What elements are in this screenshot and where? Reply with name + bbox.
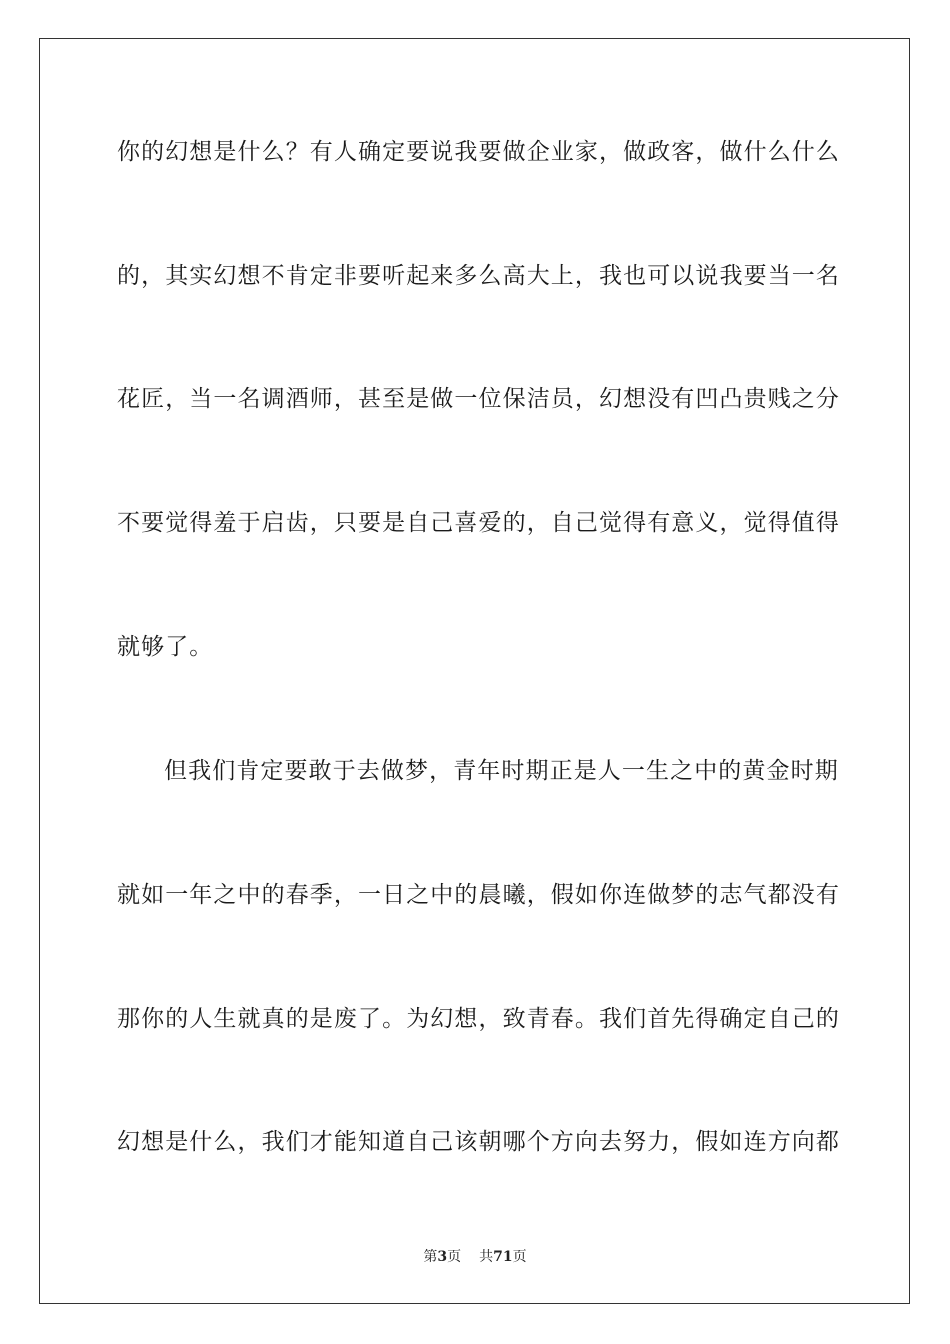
body-text-line-6: 但我们肯定要敢于去做梦，青年时期正是人一生之中的黄金时期 <box>164 758 839 784</box>
body-text-line-7: 就如一年之中的春季，一日之中的晨曦，假如你连做梦的志气都没有 <box>117 882 840 908</box>
page-suffix: 页 <box>447 1249 462 1265</box>
body-text-line-8: 那你的人生就真的是废了。为幻想，致青春。我们首先得确定自己的 <box>117 1006 840 1032</box>
page-prefix: 第 <box>423 1249 438 1265</box>
body-text-line-1: 你的幻想是什么？有人确定要说我要做企业家，做政客，做什么什么 <box>117 139 840 165</box>
body-text-line-2: 的，其实幻想不肯定非要听起来多么高大上，我也可以说我要当一名 <box>117 263 840 289</box>
page-footer <box>0 1248 950 1266</box>
page-border <box>39 38 910 1304</box>
body-text-line-4: 不要觉得羞于启齿，只要是自己喜爱的，自己觉得有意义，觉得值得 <box>117 510 840 536</box>
page-number: 3 <box>437 1249 448 1265</box>
total-suffix: 页 <box>512 1249 527 1265</box>
body-text-line-9: 幻想是什么，我们才能知道自己该朝哪个方向去努力，假如连方向都 <box>117 1129 840 1155</box>
total-pages: 71 <box>493 1249 513 1265</box>
total-prefix: 共 <box>479 1249 494 1265</box>
body-text-line-5: 就够了。 <box>117 634 214 660</box>
body-text-line-3: 花匠，当一名调酒师，甚至是做一位保洁员，幻想没有凹凸贵贱之分 <box>117 386 840 412</box>
